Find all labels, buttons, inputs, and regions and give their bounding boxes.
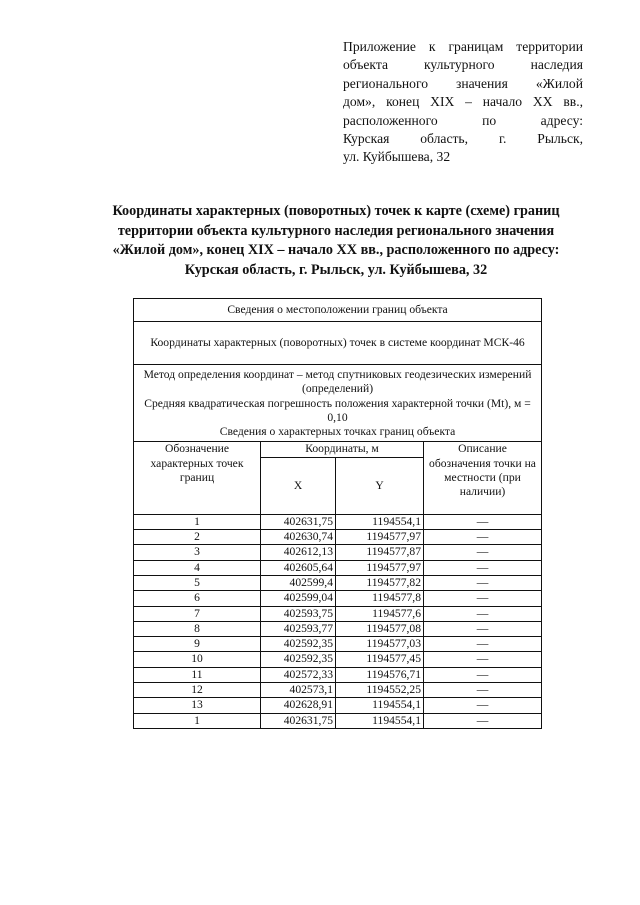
point-number: 1 [134,713,261,728]
y-coordinate: 1194577,8 [336,591,424,606]
point-number: 4 [134,560,261,575]
x-coordinate: 402628,91 [261,698,336,713]
x-coordinate: 402593,77 [261,621,336,636]
point-description: — [424,545,542,560]
method-text: Метод определения координат – метод спутниковых геодезических измерений (определений) [143,368,532,396]
point-description: — [424,713,542,728]
y-coordinate: 1194554,1 [336,698,424,713]
y-coordinate: 1194576,71 [336,667,424,682]
table-row [134,530,542,545]
appendix-line: Приложение к границам территории [343,39,583,54]
appendix-line: Курская область, г. Рыльск, [343,131,583,147]
col-x-header: X [261,457,336,514]
col-y-header: Y [336,457,424,514]
col-coords-header: Координаты, м [261,442,424,457]
point-number: 10 [134,652,261,667]
point-description: — [424,560,542,575]
y-coordinate: 1194552,25 [336,683,424,698]
point-number: 7 [134,606,261,621]
point-number: 11 [134,667,261,682]
point-description: — [424,683,542,698]
table-row [134,683,542,698]
y-coordinate: 1194554,1 [336,713,424,728]
table-row [134,514,542,529]
table-row [134,545,542,560]
table-row [134,713,542,728]
point-description: — [424,591,542,606]
appendix-line: дом», конец XIX – начало XX вв., [343,94,583,110]
table-row [134,591,542,606]
x-coordinate: 402599,4 [261,575,336,590]
point-number: 1 [134,514,261,529]
table-row [134,606,542,621]
point-description: — [424,530,542,545]
section-location-header: Сведения о местоположении границ объекта [134,299,542,322]
table-row [134,698,542,713]
table-row [134,637,542,652]
title-line: Курская область, г. Рыльск, ул. Куйбышева, 32 [184,261,488,278]
appendix-line: ул. Куйбышева, 32 [343,149,451,165]
appendix-line: регионального значения «Жилой [343,75,583,91]
point-description: — [424,667,542,682]
accuracy-text: Средняя квадратическая погрешность положения характерной точки (Mt), м = 0,10 [144,396,531,424]
y-coordinate: 1194577,6 [336,606,424,621]
title-line: «Жилой дом», конец XIX – начало XX вв., расположенного по адресу: [112,242,560,258]
y-coordinate: 1194577,97 [336,560,424,575]
point-number: 2 [134,530,261,545]
table-row [134,560,542,575]
x-coordinate: 402572,33 [261,667,336,682]
appendix-line: объекта культурного наследия [343,57,583,73]
table-row [134,575,542,590]
coordinates-table [133,298,542,729]
table-row [134,667,542,682]
table-row [134,621,542,636]
point-description: — [424,575,542,590]
point-number: 8 [134,621,261,636]
point-number: 9 [134,637,261,652]
x-coordinate: 402592,35 [261,637,336,652]
point-description: — [424,698,542,713]
x-coordinate: 402573,1 [261,683,336,698]
point-number: 5 [134,575,261,590]
table-row [134,652,542,667]
points-info-text: Сведения о характерных точках границ объекта [219,425,456,439]
y-coordinate: 1194577,87 [336,545,424,560]
coord-system-header: Координаты характерных (поворотных) точек в системе координат МСК-46 [134,322,542,365]
point-description: — [424,514,542,529]
x-coordinate: 402593,75 [261,606,336,621]
point-number: 13 [134,698,261,713]
point-description: — [424,606,542,621]
point-number: 12 [134,683,261,698]
y-coordinate: 1194577,03 [336,637,424,652]
document-title [86,202,586,280]
x-coordinate: 402630,74 [261,530,336,545]
x-coordinate: 402631,75 [261,514,336,529]
x-coordinate: 402605,64 [261,560,336,575]
x-coordinate: 402599,04 [261,591,336,606]
title-line: территории объекта культурного наследия регионального значения [117,222,555,239]
y-coordinate: 1194577,82 [336,575,424,590]
x-coordinate: 402612,13 [261,545,336,560]
y-coordinate: 1194577,97 [336,530,424,545]
point-description: — [424,621,542,636]
y-coordinate: 1194577,08 [336,621,424,636]
point-description: — [424,637,542,652]
y-coordinate: 1194577,45 [336,652,424,667]
point-number: 6 [134,591,261,606]
y-coordinate: 1194554,1 [336,514,424,529]
appendix-line: расположенного по адресу: [343,112,583,128]
appendix-note [343,38,583,167]
title-line: Координаты характерных (поворотных) точек к карте (схеме) границ [112,203,560,219]
x-coordinate: 402631,75 [261,713,336,728]
x-coordinate: 402592,35 [261,652,336,667]
col-designation-header: Обозначение характерных точек границ [134,442,261,514]
point-number: 3 [134,545,261,560]
method-block [134,365,542,442]
col-description-header: Описание обозначения точки на местности (при наличии) [424,442,542,514]
point-description: — [424,652,542,667]
